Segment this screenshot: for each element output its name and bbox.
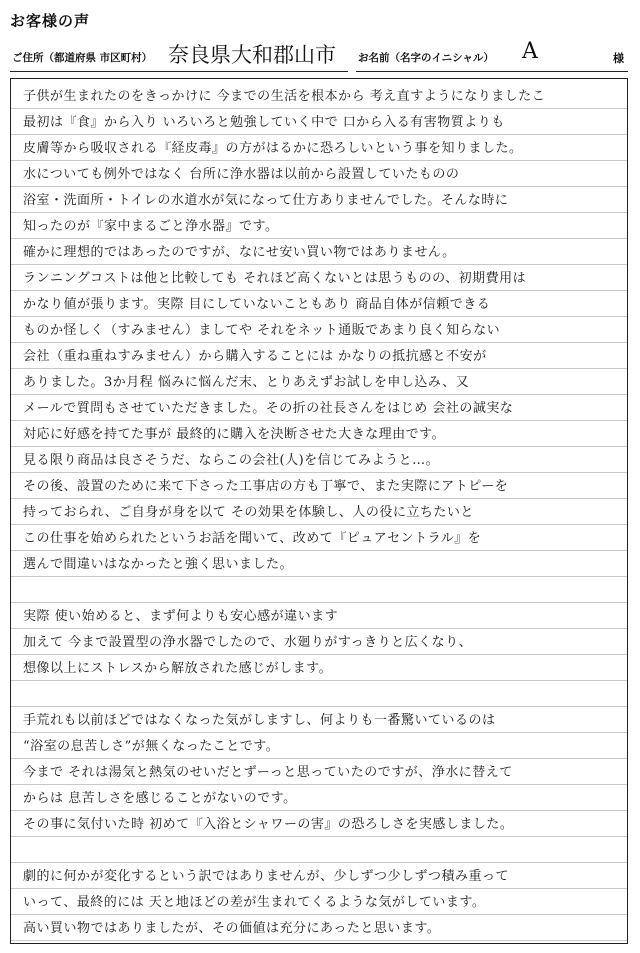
letter-line-text: 実際 使い始めると、まず何よりも安心感が違います	[23, 609, 339, 624]
letter-line	[11, 473, 627, 499]
name-label: お名前（名字のイニシャル）	[358, 52, 494, 64]
letter-line	[11, 811, 627, 837]
letter-line	[11, 343, 627, 369]
name-field	[356, 38, 628, 72]
letter-line-text: 浴室・洗面所・トイレの水道水が気になって仕方ありませんでした。そんな時に	[23, 193, 509, 208]
letter-line	[11, 161, 627, 187]
address-underline	[10, 71, 348, 72]
honorific-label: 様	[613, 52, 624, 65]
letter-line	[11, 369, 627, 395]
letter-line	[11, 239, 627, 265]
letter-line-text: 想像以上にストレスから解放された感じがします。	[23, 661, 333, 676]
letter-line	[11, 785, 627, 811]
letter-line-text: 劇的に何かが変化するという訳ではありませんが、少しずつ少しずつ積み重って	[23, 869, 510, 884]
letter-line-text: 選んで間違いはなかったと強く思いました。	[23, 557, 294, 572]
letter-line	[11, 421, 627, 447]
letter-line-text: ランニングコストは他と比較しても それほど高くないとは思うものの、初期費用は	[23, 271, 527, 286]
letter-line-text: いって、最終的には 天と地ほどの差が生まれてくるような気がしています。	[23, 895, 486, 910]
letter-lines	[11, 79, 627, 943]
testimonial-letter	[10, 78, 628, 944]
letter-line-text: ものか怪しく（すみません）ましてや それをネット通販であまり良く知らない	[23, 323, 501, 338]
letter-line-text: 会社（重ね重ねすみません）から購入することには かなりの抵抗感と不安が	[23, 349, 487, 364]
name-value: A	[522, 39, 538, 64]
letter-line-text: かなり値が張ります。実際 目にしていないこともあり 商品自体が信頼できる	[23, 297, 491, 312]
page-title: お客様の声	[10, 12, 91, 30]
letter-line	[11, 837, 627, 863]
letter-line	[11, 135, 627, 161]
letter-line-text: “浴室の息苦しさ”が無くなったことです。	[23, 739, 280, 754]
letter-line	[11, 603, 627, 629]
letter-line-text: 最初は『食』から入り いろいろと勉強していく中で 口から入る有害物質よりも	[23, 115, 505, 130]
letter-line-text: その後、設置のために来て下さった工事店の方も丁寧で、また実際にアトピーを	[23, 479, 509, 494]
address-value: 奈良県大和郡山市	[168, 43, 336, 67]
letter-line-text: この仕事を始められたというお話を聞いて、改めて『ピュアセントラル』を	[23, 531, 482, 546]
letter-line	[11, 83, 627, 109]
letter-line	[11, 317, 627, 343]
letter-line	[11, 733, 627, 759]
letter-line	[11, 213, 627, 239]
letter-line	[11, 525, 627, 551]
letter-line-text: 確かに理想的ではあったのですが、なにせ安い買い物ではありません。	[23, 245, 456, 260]
letter-line	[11, 863, 627, 889]
letter-line-text: 加えて 今まで設置型の浄水器でしたので、水廻りがすっきりと広くなり、	[23, 635, 473, 650]
letter-line-text: 子供が生まれたのをきっかけに 今までの生活を根本から 考え直すようになりましたこ	[23, 89, 546, 104]
name-underline	[356, 71, 628, 72]
customer-info-row	[10, 38, 628, 72]
letter-line	[11, 707, 627, 733]
letter-line	[11, 577, 627, 603]
letter-line-text: 高い買い物ではありましたが、その価値は充分にあったと思います。	[23, 921, 441, 936]
letter-line-text: からは 息苦しさを感じることがないのです。	[23, 791, 297, 806]
letter-line	[11, 395, 627, 421]
letter-line	[11, 291, 627, 317]
letter-line-text: 今まで それは湯気と熱気のせいだとずーっと思っていたのですが、浄水に替えて	[23, 765, 513, 780]
letter-line-text: 水についても例外ではなく 台所に浄水器は以前から設置していたものの	[23, 167, 460, 182]
letter-line	[11, 681, 627, 707]
letter-line	[11, 915, 627, 941]
letter-line-text: 手荒れも以前ほどではなくなった気がしますし、何よりも一番驚いているのは	[23, 713, 496, 728]
letter-line	[11, 187, 627, 213]
letter-line	[11, 759, 627, 785]
letter-line	[11, 499, 627, 525]
address-label: ご住所（都道府県 市区町村）	[12, 52, 153, 64]
letter-line	[11, 629, 627, 655]
letter-line-text: 見る限り商品は良さそうだ、ならこの会社(人)を信じてみようと…。	[23, 453, 440, 468]
letter-line	[11, 655, 627, 681]
letter-line-text: 持っておられ、ご自身が身を以て その効果を体験し、人の役に立ちたいと	[23, 505, 474, 520]
letter-line-text: ありました。3か月程 悩みに悩んだ末、とりあえずお試しを申し込み、又	[23, 375, 470, 390]
letter-line	[11, 551, 627, 577]
letter-line-text: 皮膚等から吸収される『経皮毒』の方がはるかに恐ろしいという事を知りました。	[23, 141, 523, 156]
address-field	[10, 38, 348, 72]
letter-line	[11, 265, 627, 291]
letter-line	[11, 109, 627, 135]
letter-line-text: その事に気付いた時 初めて『入浴とシャワーの害』の恐ろしさを実感しました。	[23, 817, 514, 832]
letter-line-text: 対応に好感を持てた事が 最終的に購入を決断させた大きな理由です。	[23, 427, 446, 442]
letter-line-text: 知ったのが『家中まるごと浄水器』です。	[23, 219, 279, 234]
letter-line	[11, 447, 627, 473]
letter-line-text: メールで質問もさせていただきました。その折の社長さんをはじめ 会社の誠実な	[23, 401, 514, 416]
letter-line	[11, 889, 627, 915]
